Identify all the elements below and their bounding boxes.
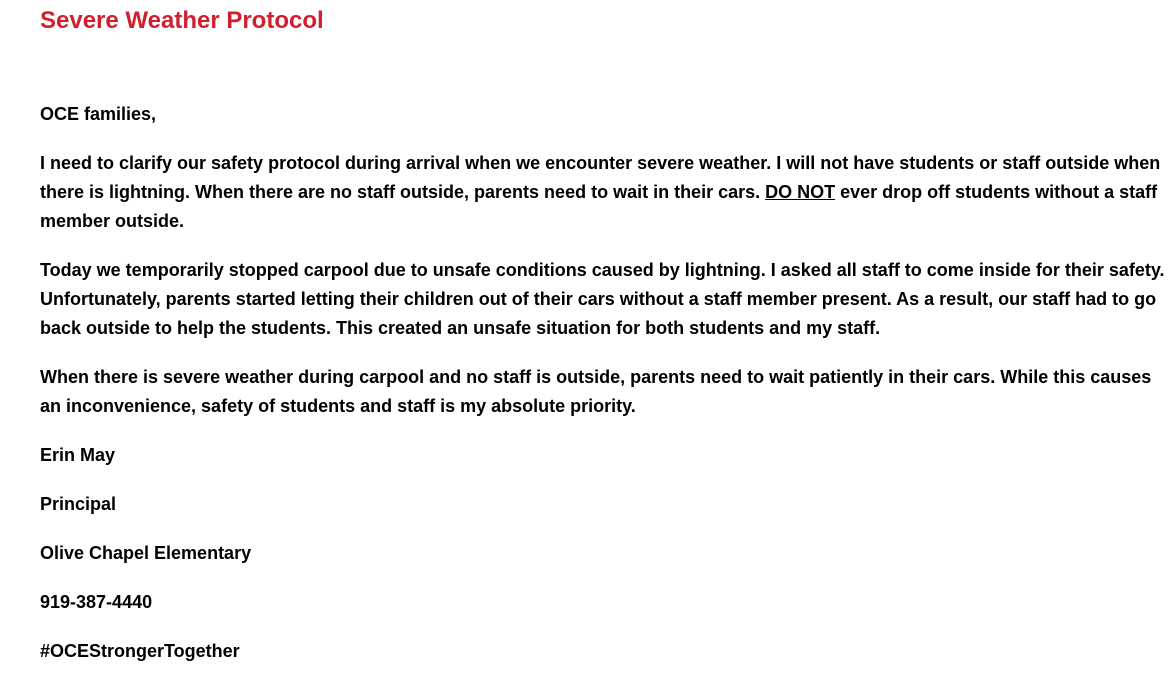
paragraph-safety-protocol bbox=[40, 149, 1165, 236]
signature-phone: 919-387-4440 bbox=[40, 592, 153, 612]
paragraph-safety-protocol-part1: I need to clarify our safety protocol during arrival when we encounter severe weather. I will not have students or staff outside when there is lightning. When there are no staff outside, parents need to wait in their cars. bbox=[40, 153, 1161, 202]
signature-school: Olive Chapel Elementary bbox=[40, 543, 252, 563]
paragraph-safety-protocol-part2: ever drop off students without a staff member outside. bbox=[40, 182, 1158, 231]
letter-body bbox=[40, 100, 1165, 686]
paragraph-priority: When there is severe weather during carpool and no staff is outside, parents need to wait patiently in their cars. While this causes an inconvenience, safety of students and staff is my absolute priority. bbox=[40, 367, 1152, 416]
page-title: Severe Weather Protocol bbox=[40, 7, 324, 34]
do-not-emphasis: DO NOT bbox=[765, 182, 836, 202]
signature-role: Principal bbox=[40, 494, 117, 514]
signature-name: Erin May bbox=[40, 445, 116, 465]
signature-hashtag: #OCEStrongerTogether bbox=[40, 641, 240, 661]
greeting: OCE families, bbox=[40, 104, 157, 124]
paragraph-incident: Today we temporarily stopped carpool due to unsafe conditions caused by lightning. I asked all staff to come inside for their safety. Unfortunately, parents started letting their children out of their cars without a staff member present. As a result, our staff had to go back outside to help the students. This created an unsafe situation for both students and my staff. bbox=[40, 260, 1165, 338]
